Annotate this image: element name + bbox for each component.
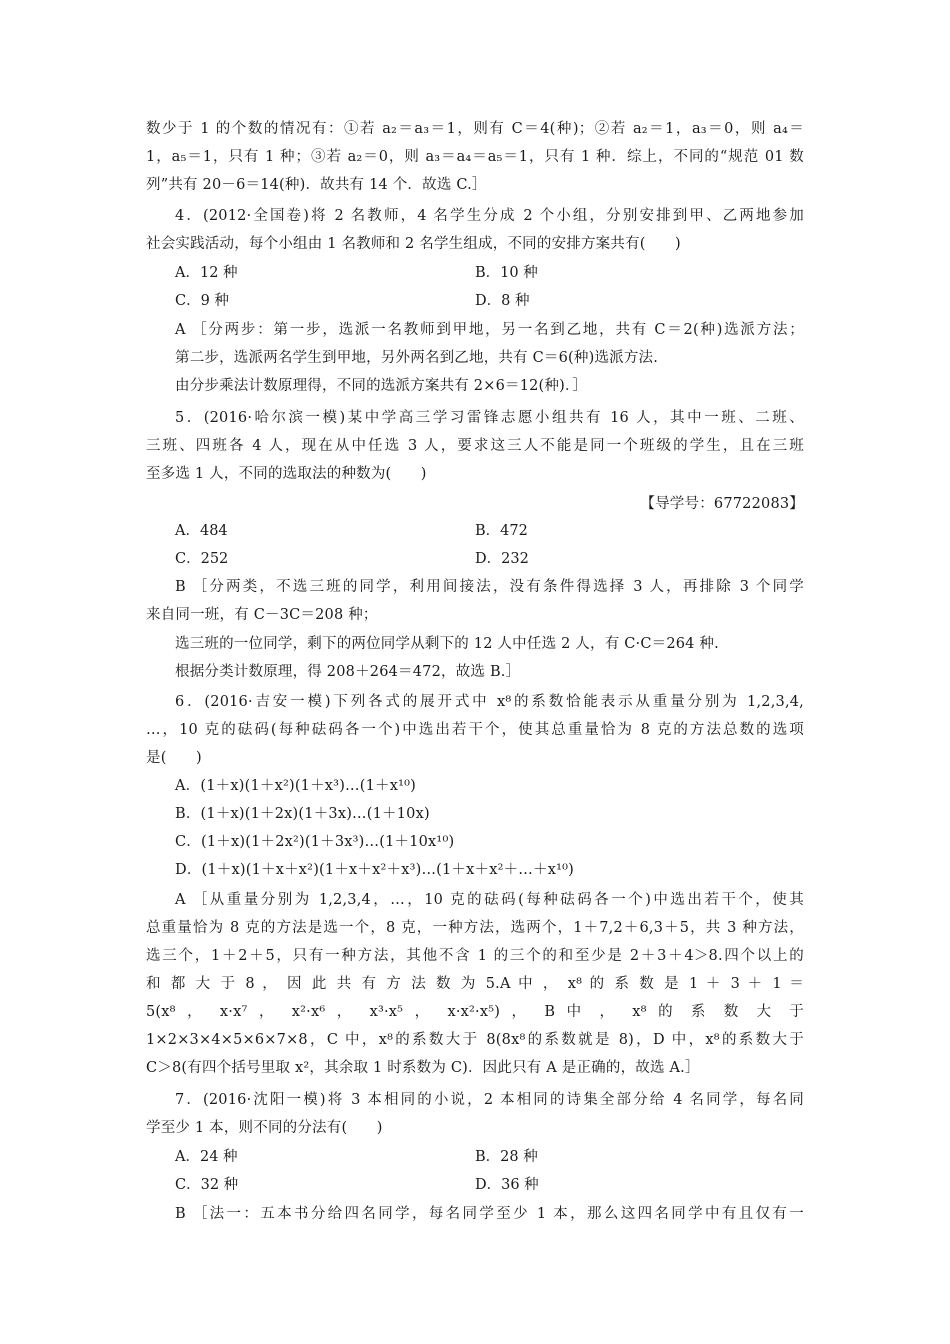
text-line: 选三班的一位同学，剩下的两位同学从剩下的 12 人中任选 2 人，有 C·C＝264 种.: [175, 636, 719, 652]
text-line: A．(1＋x)(1＋x²)(1＋x³)…(1＋x¹⁰): [175, 778, 416, 794]
text-line: 社会实践活动，每个小组由 1 名教师和 2 名学生组成，不同的安排方案共有( ): [146, 236, 681, 252]
text-line: 5(x⁸ ， x·x⁷ ， x²·x⁶ ， x³·x⁵ ， x·x²·x⁵) ， B 中 ， x⁸ 的 系 数 大 于: [146, 1004, 804, 1020]
text-line: B ［法一：五本书分给四名同学，每名同学至少 1 本，那么这四名同学中有且仅有一: [175, 1206, 804, 1222]
text-line: C＞8(有四个括号里取 x²，其余取 1 时系数为 C)．因此只有 A 是正确的，故选 A.］: [146, 1060, 700, 1076]
option-row: [175, 548, 804, 570]
text-line: 1×2×3×4×5×6×7×8，C 中，x⁸的系数大于 8(8x⁸的系数就是 8)，D 中，x⁸的系数大于: [146, 1032, 804, 1048]
text-line: 学至少 1 本，则不同的分法有( ): [146, 1120, 383, 1136]
option-row: [175, 262, 804, 284]
text-line: 7．(2016·沈阳一模)将 3 本相同的小说，2 本相同的诗集全部分给 4 名同学，每名同: [175, 1092, 804, 1108]
option-left: C．32 种: [175, 1177, 239, 1193]
text-line: 选三个，1＋2＋5，只有一种方法，其他不含 1 的三个的和至少是 2＋3＋4＞8.四个以上的: [146, 948, 804, 964]
option-left: C．252: [175, 551, 229, 567]
text-line: B．(1＋x)(1＋2x)(1＋3x)…(1＋10x): [175, 806, 430, 822]
text-line: B ［分两类，不选三班的同学，利用间接法，没有条件得选择 3 人，再排除 3 个同学: [175, 579, 804, 595]
option-left: A．484: [175, 523, 228, 539]
option-right: D．232: [475, 551, 529, 567]
text-line: 和 都 大 于 8 ， 因 此 共 有 方 法 数 为 5.A 中 ， x⁸ 的 系 数 是 1 ＋ 3 ＋ 1 ＝: [146, 976, 804, 992]
text-line: D．(1＋x)(1＋x＋x²)(1＋x＋x²＋x³)…(1＋x＋x²＋…＋x¹⁰): [175, 862, 574, 878]
text-line: 5．(2016·哈尔滨一模)某中学高三学习雷锋志愿小组共有 16 人，其中一班、二班、: [175, 410, 804, 426]
option-row: [175, 1174, 804, 1196]
text-line: A ［分两步：第一步，选派一名教师到甲地，另一名到乙地，共有 C＝2(种)选派方法；: [175, 322, 804, 338]
text-line: 6．(2016·吉安一模)下列各式的展开式中 x⁸的系数恰能表示从重量分别为 1,2,3,4,: [175, 694, 804, 710]
option-right: D．8 种: [475, 293, 530, 309]
text-line: 来自同一班，有 C－3C＝208 种；: [146, 607, 378, 623]
text-line: 由分步乘法计数原理得，不同的选派方案共有 2×6＝12(种)．］: [175, 378, 588, 394]
text-line: 4．(2012·全国卷)将 2 名教师，4 名学生分成 2 个小组，分别安排到甲、乙两地参加: [175, 208, 804, 224]
option-left: A．24 种: [175, 1149, 238, 1165]
text-line: 根据分类计数原理，得 208＋264＝472，故选 B.］: [175, 664, 521, 680]
text-line: 第二步，选派两名学生到甲地，另外两名到乙地，共有 C＝6(种)选派方法.: [175, 350, 659, 366]
text-line: 数少于 1 的个数的情况有：①若 a₂＝a₃＝1，则有 C＝4(种)；②若 a₂＝1，a₃＝0，则 a₄＝: [146, 121, 804, 137]
option-right: B．10 种: [475, 265, 538, 281]
text-line: 至多选 1 人，不同的选取法的种数为( ): [146, 466, 427, 482]
option-row: [175, 1146, 804, 1168]
text-line: …，10 克的砝码(每种砝码各一个)中选出若干个，使其总重量恰为 8 克的方法总数的选项: [146, 722, 804, 738]
option-left: C．9 种: [175, 293, 229, 309]
text-line: 列”共有 20－6＝14(种)．故共有 14 个．故选 C.］: [146, 177, 487, 193]
text-line: 总重量恰为 8 克的方法是选一个，8 克，一种方法，选两个，1＋7,2＋6,3＋5，共 3 种方法，: [146, 920, 804, 936]
option-right: D．36 种: [475, 1177, 539, 1193]
option-right: B．472: [475, 523, 528, 539]
option-row: [175, 520, 804, 542]
text-line: C．(1＋x)(1＋2x²)(1＋3x³)…(1＋10x¹⁰): [175, 834, 455, 850]
text-line: 三班、四班各 4 人，现在从中任选 3 人，要求这三人不能是同一个班级的学生，且在三班: [146, 438, 804, 454]
option-left: A．12 种: [175, 265, 238, 281]
text-line: 是( ): [146, 750, 202, 766]
text-line: A ［从重量分别为 1,2,3,4，…，10 克的砝码(每种砝码各一个)中选出若干个，使其: [175, 892, 804, 908]
text-line: 1，a₅＝1，只有 1 种；③若 a₂＝0，则 a₃＝a₄＝a₅＝1，只有 1 种．综上，不同的“规范 01 数: [146, 149, 804, 165]
option-row: [175, 290, 804, 312]
option-right: B．28 种: [475, 1149, 538, 1165]
guide-number: 【导学号：67722083】: [640, 496, 804, 512]
